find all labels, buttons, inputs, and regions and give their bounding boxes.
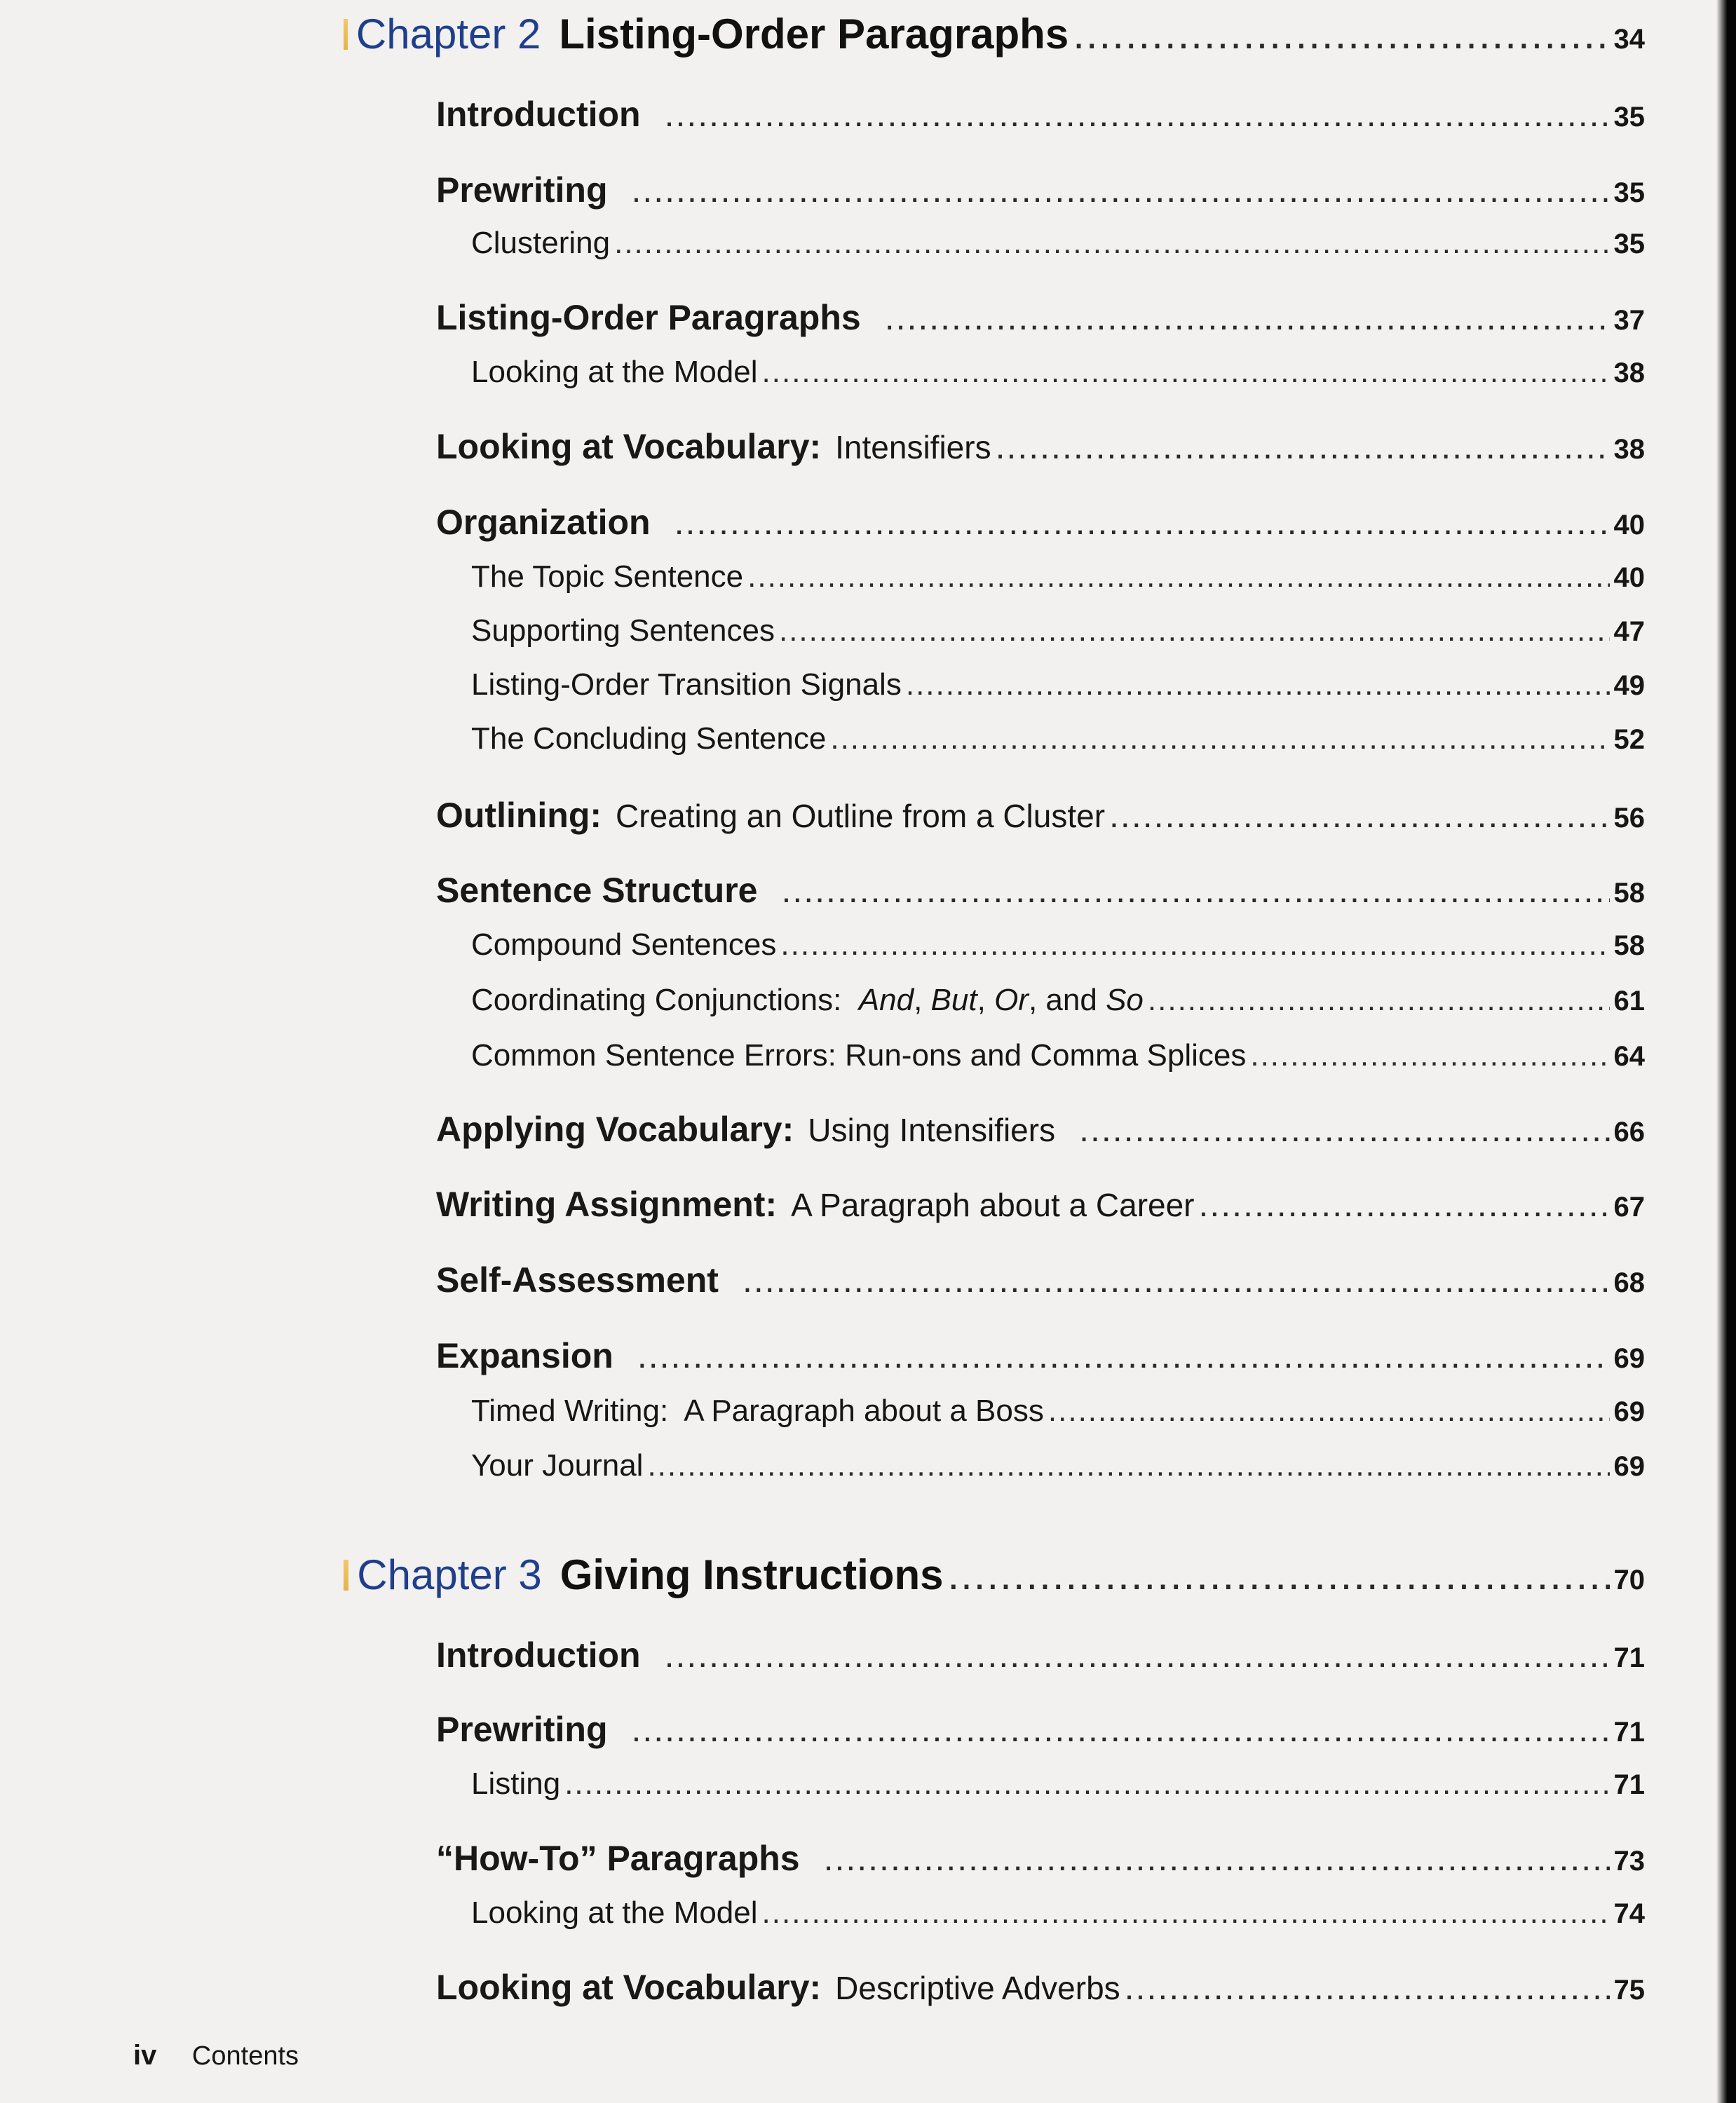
entry-title: Clustering [471, 226, 611, 260]
chapter-2-heading[interactable] [344, 10, 1645, 58]
page-number: 69 [1613, 1396, 1645, 1427]
dot-leader [564, 1767, 1609, 1802]
dot-leader [1073, 10, 1609, 58]
entry-title: Timed Writing: A Paragraph about a Boss [471, 1394, 1044, 1428]
page-number: 56 [1613, 803, 1645, 833]
separator-3: , and [1028, 983, 1097, 1017]
toc-entry-looking-at-model-ch3[interactable] [471, 1896, 1645, 1931]
page-number: 73 [1613, 1846, 1645, 1877]
toc-entry-outlining[interactable] [436, 795, 1645, 836]
toc-entry-transition-signals[interactable] [471, 667, 1645, 702]
dot-leader [1109, 795, 1609, 836]
chapter-marker-icon [344, 19, 348, 50]
page-number: 74 [1613, 1898, 1645, 1929]
dot-leader [747, 559, 1609, 594]
entry-title: Introduction [436, 1635, 641, 1675]
entry-title: Your Journal [471, 1448, 644, 1483]
page-number: 49 [1613, 670, 1645, 701]
toc-entry-prewriting-ch3[interactable] [436, 1709, 1645, 1750]
page-number: 47 [1613, 616, 1645, 647]
dot-leader [824, 1838, 1610, 1879]
page-number: 71 [1613, 1642, 1645, 1673]
page-footer [133, 2040, 299, 2071]
page-number: 69 [1613, 1343, 1645, 1374]
dot-leader [996, 426, 1610, 467]
dot-leader [665, 94, 1610, 135]
dot-leader [762, 1896, 1610, 1931]
separator-1: , [914, 983, 923, 1017]
toc-entry-applying-vocabulary[interactable] [436, 1109, 1645, 1150]
entry-title: Introduction [436, 95, 641, 134]
entry-title: Listing [471, 1767, 561, 1801]
entry-title: Supporting Sentences [471, 613, 775, 648]
page-number: 52 [1613, 724, 1645, 755]
dot-leader [665, 1635, 1610, 1675]
toc-entry-topic-sentence[interactable] [471, 559, 1645, 594]
page-number: 35 [1613, 177, 1645, 208]
dot-leader [742, 1260, 1610, 1300]
toc-entry-looking-at-model[interactable] [471, 355, 1645, 390]
chapter-title: Giving Instructions [560, 1551, 944, 1598]
dot-leader [631, 170, 1609, 210]
toc-entry-timed-writing[interactable] [471, 1394, 1645, 1429]
dot-leader [780, 927, 1609, 962]
dot-leader [781, 870, 1609, 911]
entry-title: Self-Assessment [436, 1260, 719, 1300]
toc-entry-your-journal[interactable] [471, 1448, 1645, 1483]
toc-entry-prewriting[interactable] [436, 170, 1645, 210]
toc-entry-self-assessment[interactable] [436, 1260, 1645, 1300]
toc-entry-how-to-paragraphs[interactable] [436, 1838, 1645, 1879]
page-number: 40 [1613, 510, 1645, 540]
chapter-marker-icon [344, 1560, 348, 1591]
dot-leader [906, 667, 1610, 702]
entry-subtitle: A Paragraph about a Career [791, 1187, 1195, 1223]
entry-title: Applying Vocabulary: [436, 1110, 794, 1149]
separator-2: , [977, 983, 986, 1017]
toc-entry-listing-order-paragraphs[interactable] [436, 297, 1645, 338]
dot-leader [674, 502, 1610, 543]
toc-entry-looking-at-vocabulary-ch3[interactable] [436, 1967, 1645, 2008]
entry-title-prefix: Coordinating Conjunctions: [471, 983, 842, 1017]
page-number: 71 [1613, 1717, 1645, 1748]
conjunction-so: So [1106, 983, 1144, 1017]
entry-title: “How-To” Paragraphs [436, 1839, 800, 1878]
dot-leader [631, 1709, 1609, 1750]
chapter-label: Chapter 2 [355, 11, 541, 57]
footer-label: Contents [191, 2041, 299, 2071]
toc-entry-writing-assignment[interactable] [436, 1184, 1645, 1225]
page-number: 68 [1613, 1267, 1645, 1298]
dot-leader [779, 613, 1610, 648]
page-number: 58 [1613, 878, 1645, 908]
toc-entry-coordinating-conjunctions[interactable] [471, 983, 1645, 1018]
page-number: 69 [1613, 1451, 1645, 1482]
entry-title: Looking at the Model [471, 1896, 758, 1930]
dot-leader [1079, 1109, 1609, 1150]
page-number: 35 [1613, 102, 1645, 132]
folio-number: iv [133, 2040, 157, 2071]
page-edge-shadow [1716, 0, 1736, 2103]
entry-title: Listing-Order Paragraphs [436, 298, 861, 337]
entry-subtitle: Intensifiers [835, 429, 991, 465]
chapter-3-heading[interactable] [344, 1551, 1645, 1599]
dot-leader [614, 226, 1609, 261]
page-number: 34 [1613, 24, 1645, 55]
dot-leader [1148, 983, 1610, 1018]
entry-subtitle: Descriptive Adverbs [835, 1970, 1120, 2006]
entry-title: Common Sentence Errors: Run-ons and Comma Splices [471, 1038, 1247, 1073]
entry-title: Compound Sentences [471, 927, 777, 962]
conjunction-but: But [930, 983, 977, 1017]
entry-title: The Concluding Sentence [471, 721, 827, 756]
toc-entry-clustering[interactable] [471, 226, 1645, 261]
dot-leader [647, 1448, 1609, 1483]
toc-entry-listing[interactable] [471, 1767, 1645, 1802]
toc-entry-supporting-sentences[interactable] [471, 613, 1645, 648]
entry-title: The Topic Sentence [471, 559, 744, 594]
chapter-label: Chapter 3 [357, 1551, 542, 1598]
entry-title: Sentence Structure [436, 871, 758, 910]
conjunction-or: Or [994, 983, 1029, 1017]
dot-leader [1125, 1967, 1610, 2008]
page-number: 40 [1613, 562, 1645, 593]
entry-subtitle: Using Intensifiers [808, 1112, 1056, 1148]
dot-leader [1048, 1394, 1610, 1429]
entry-title: Outlining: [436, 796, 602, 835]
page-number: 71 [1613, 1769, 1645, 1800]
entry-title: Listing-Order Transition Signals [471, 667, 902, 702]
toc-entry-introduction-ch3[interactable] [436, 1635, 1645, 1675]
entry-title: Looking at the Model [471, 355, 758, 389]
page-number: 58 [1613, 930, 1645, 961]
page-number: 75 [1613, 1975, 1645, 2006]
toc-entry-common-sentence-errors[interactable] [471, 1038, 1645, 1073]
page-number: 64 [1613, 1041, 1645, 1072]
chapter-title: Listing-Order Paragraphs [559, 11, 1069, 57]
page-number: 67 [1613, 1192, 1645, 1223]
dot-leader [762, 355, 1610, 390]
page-number: 35 [1613, 229, 1645, 259]
entry-title: Expansion [436, 1336, 613, 1375]
page-number: 70 [1613, 1565, 1645, 1595]
page-number: 38 [1613, 358, 1645, 388]
dot-leader [1250, 1038, 1609, 1073]
toc-entry-sentence-structure[interactable] [436, 870, 1645, 911]
entry-title: Looking at Vocabulary: [436, 427, 822, 466]
toc-entry-expansion[interactable] [436, 1335, 1645, 1376]
toc-entry-concluding-sentence[interactable] [471, 721, 1645, 756]
entry-title: Prewriting [436, 1710, 608, 1749]
entry-title: Organization [436, 503, 651, 542]
page-number: 66 [1613, 1117, 1645, 1148]
dot-leader [1199, 1184, 1610, 1225]
toc-entry-organization[interactable] [436, 502, 1645, 543]
entry-title: Looking at Vocabulary: [436, 1968, 822, 2007]
dot-leader [885, 297, 1610, 338]
toc-entry-looking-at-vocabulary[interactable] [436, 426, 1645, 467]
entry-title [471, 983, 1144, 1018]
toc-entry-introduction[interactable] [436, 94, 1645, 135]
dot-leader [947, 1551, 1609, 1599]
entry-title: Prewriting [436, 170, 608, 210]
dot-leader [637, 1335, 1610, 1376]
entry-subtitle: Creating an Outline from a Cluster [616, 798, 1106, 834]
dot-leader [830, 721, 1609, 756]
page-number: 61 [1613, 986, 1645, 1016]
entry-title: Writing Assignment: [436, 1185, 778, 1224]
conjunction-and: And [858, 983, 914, 1017]
page-number: 37 [1613, 305, 1645, 336]
toc-entry-compound-sentences[interactable] [471, 927, 1645, 962]
page-number: 38 [1613, 434, 1645, 465]
